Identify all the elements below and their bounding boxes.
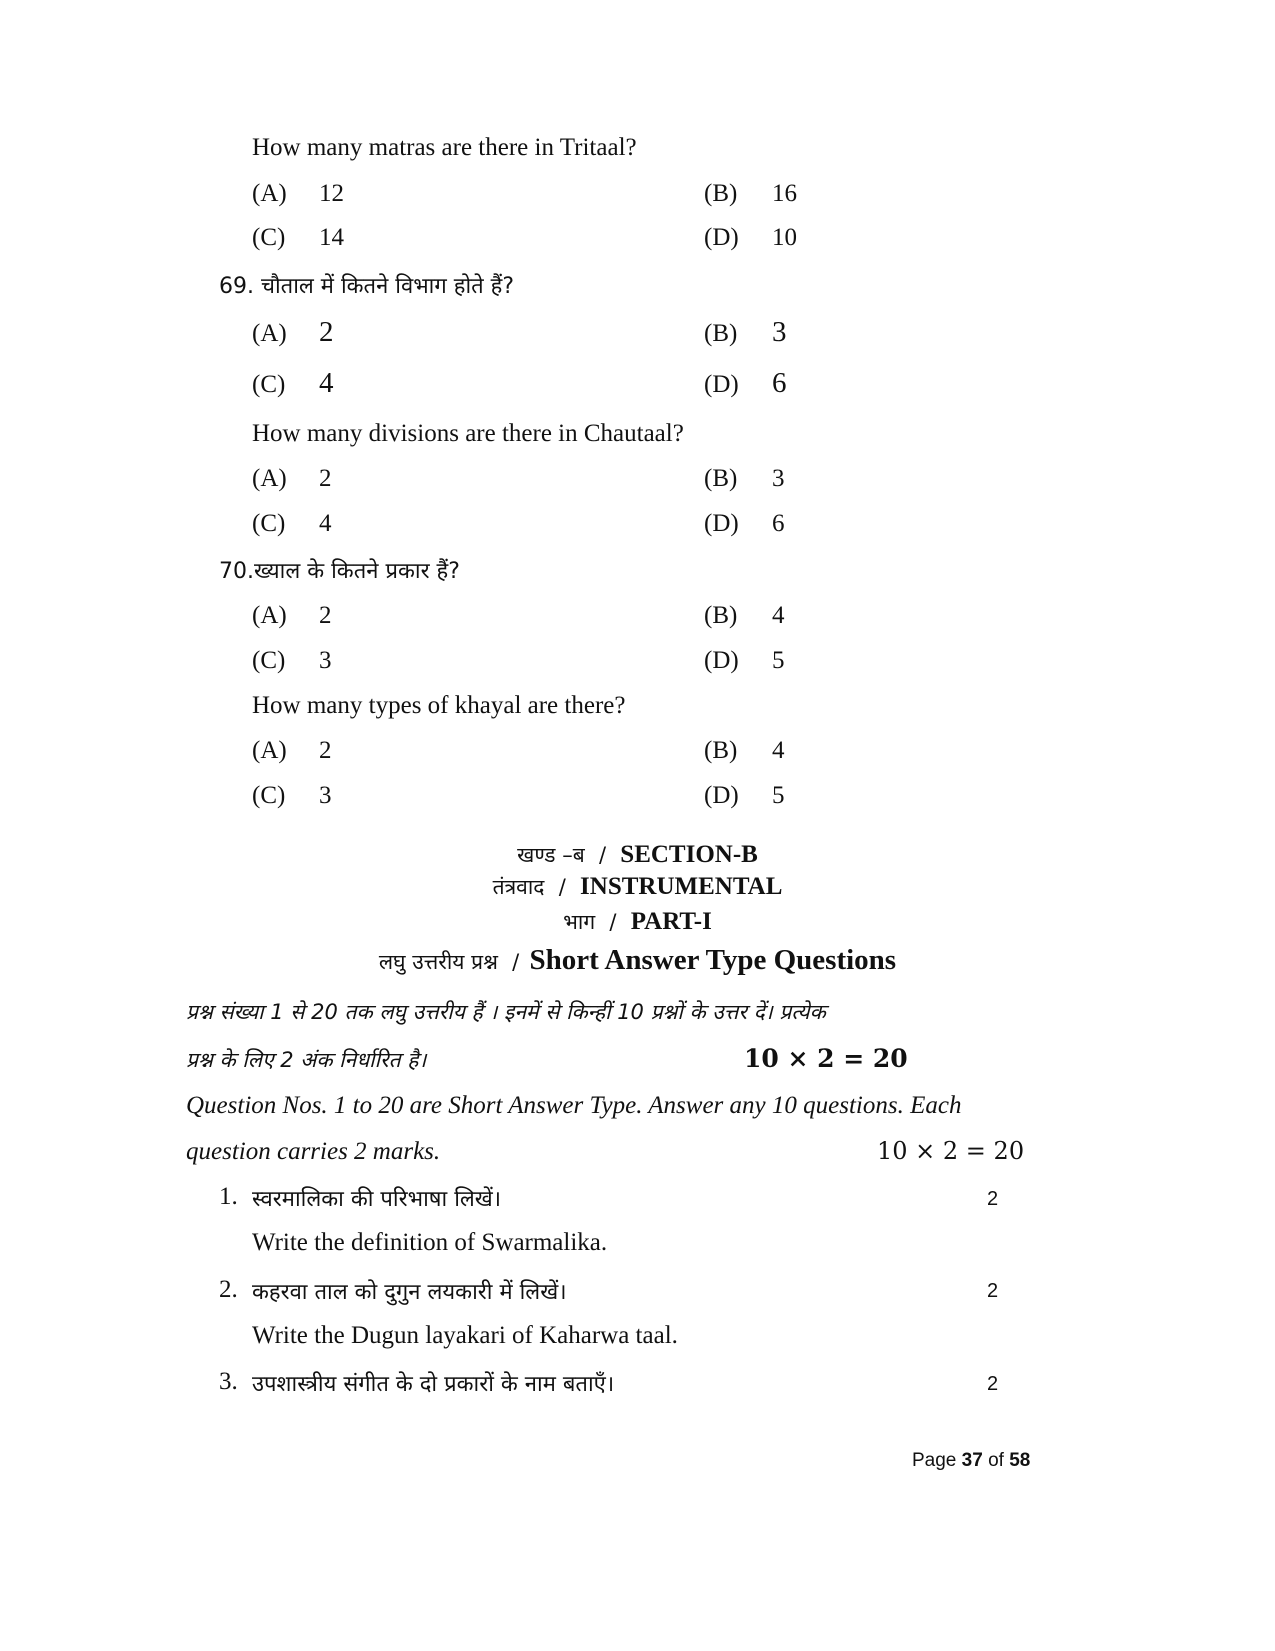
- option-label: (C): [252, 371, 286, 398]
- instruction-english-line1: Question Nos. 1 to 20 are Short Answer Type. Answer any 10 questions. Each: [186, 1092, 962, 1119]
- option-label: (A): [252, 737, 287, 764]
- question-marks: 2: [987, 1280, 999, 1302]
- option-value: 4: [772, 602, 785, 629]
- current-page: 37: [961, 1450, 983, 1471]
- question-text: How many divisions are there in Chautaal?: [252, 420, 684, 447]
- option-value: 2: [319, 316, 334, 348]
- option-label: (B): [704, 465, 738, 492]
- option-value: 16: [772, 180, 797, 207]
- question-text-hindi: उपशास्त्रीय संगीत के दो प्रकारों के नाम बताएँ।: [252, 1372, 615, 1397]
- section-heading: [0, 841, 1275, 869]
- option-label: (B): [704, 180, 738, 207]
- question-number: 2.: [219, 1276, 238, 1303]
- marks-formula-hindi: 10 × 2 = 20: [744, 1044, 908, 1073]
- instruction-english-line2: question carries 2 marks.: [186, 1138, 441, 1165]
- option-label: (A): [252, 602, 287, 629]
- option-value: 6: [772, 510, 785, 537]
- option-value: 2: [319, 465, 332, 492]
- question-text-hindi: 70.ख्याल के कितने प्रकार हैं?: [219, 559, 460, 584]
- question-type-heading: [0, 944, 1275, 977]
- option-label: (D): [704, 510, 739, 537]
- option-label: (A): [252, 320, 287, 347]
- option-label: (C): [252, 782, 286, 809]
- option-label: (D): [704, 371, 739, 398]
- of-word: of: [988, 1450, 1004, 1471]
- option-value: 14: [319, 224, 344, 251]
- page-number: [912, 1450, 1030, 1472]
- section-subheading-english: INSTRUMENTAL: [580, 873, 783, 900]
- section-subheading-hindi: तंत्रवाद: [492, 875, 545, 899]
- option-value: 12: [319, 180, 344, 207]
- question-text: Write the Dugun layakari of Kaharwa taal.: [252, 1322, 678, 1349]
- instruction-hindi-line2: प्रश्न के लिए 2 अंक निर्धारित है।: [186, 1048, 427, 1072]
- part-heading-hindi: भाग: [563, 910, 596, 934]
- separator: /: [598, 843, 607, 867]
- option-label: (B): [704, 737, 738, 764]
- option-label: (C): [252, 647, 286, 674]
- separator: /: [558, 875, 566, 899]
- section-subheading: [0, 873, 1275, 901]
- option-label: (D): [704, 224, 739, 251]
- question-marks: 2: [987, 1188, 999, 1210]
- question-text: How many matras are there in Tritaal?: [252, 134, 637, 161]
- option-value: 3: [772, 465, 785, 492]
- option-value: 2: [319, 737, 332, 764]
- section-heading-english: SECTION-B: [620, 841, 758, 868]
- option-value: 4: [772, 737, 785, 764]
- question-number: 1.: [219, 1183, 238, 1210]
- option-value: 6: [772, 367, 787, 399]
- option-value: 4: [319, 510, 332, 537]
- question-number: 3.: [219, 1368, 238, 1395]
- option-label: (D): [704, 647, 739, 674]
- option-value: 5: [772, 647, 785, 674]
- instruction-hindi-line1: प्रश्न संख्या 1 से 20 तक लघु उत्तरीय हैं । इनमें से किन्हीं 10 प्रश्नों के उत्तर दें। प्रत्येक: [186, 1000, 826, 1024]
- option-value: 5: [772, 782, 785, 809]
- part-heading-english: PART-I: [630, 908, 712, 935]
- option-label: (A): [252, 180, 287, 207]
- part-heading: [0, 908, 1275, 936]
- total-pages: 58: [1009, 1450, 1031, 1471]
- question-text-hindi: 69. चौताल में कितने विभाग होते हैं?: [219, 274, 515, 299]
- option-value: 3: [319, 647, 332, 674]
- question-text: How many types of khayal are there?: [252, 692, 626, 719]
- question-text-hindi: कहरवा ताल को दुगुन लयकारी में लिखें।: [252, 1280, 567, 1305]
- option-value: 2: [319, 602, 332, 629]
- marks-formula-english: 10 × 2 = 20: [877, 1137, 1025, 1165]
- question-text-hindi: स्वरमालिका की परिभाषा लिखें।: [252, 1187, 502, 1212]
- option-label: (B): [704, 320, 738, 347]
- option-value: 3: [319, 782, 332, 809]
- page-word: Page: [912, 1450, 957, 1471]
- separator: /: [512, 950, 520, 974]
- question-type-hindi: लघु उत्तरीय प्रश्न: [378, 950, 498, 974]
- option-value: 3: [772, 316, 787, 348]
- option-value: 4: [319, 367, 334, 399]
- question-type-english: Short Answer Type Questions: [529, 944, 897, 976]
- section-heading-hindi: खण्ड –ब: [517, 843, 585, 867]
- separator: /: [609, 910, 617, 934]
- option-label: (C): [252, 510, 286, 537]
- option-value: 10: [772, 224, 797, 251]
- option-label: (B): [704, 602, 738, 629]
- question-text: Write the definition of Swarmalika.: [252, 1229, 608, 1256]
- option-label: (A): [252, 465, 287, 492]
- option-label: (D): [704, 782, 739, 809]
- option-label: (C): [252, 224, 286, 251]
- question-marks: 2: [987, 1373, 999, 1395]
